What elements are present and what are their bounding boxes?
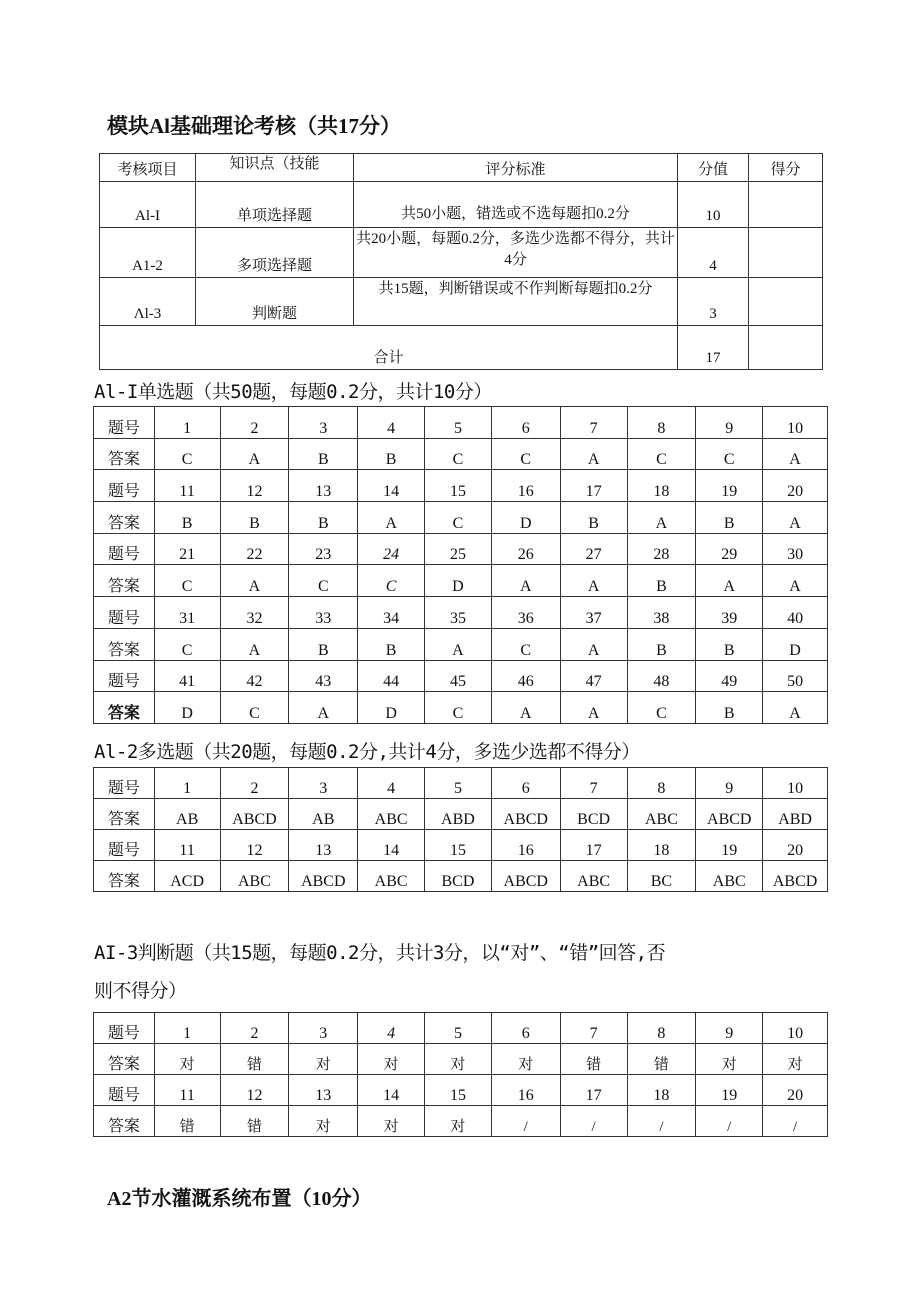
question-number-cell: 13 bbox=[289, 1075, 358, 1106]
total-label: 合计 bbox=[100, 326, 678, 370]
question-number-cell: 43 bbox=[289, 660, 358, 692]
question-number-cell: 21 bbox=[154, 533, 220, 565]
question-number-cell: 4 bbox=[358, 768, 425, 799]
answer-cell: B bbox=[627, 628, 696, 660]
answer-cell: A bbox=[763, 502, 828, 534]
question-number-cell: 46 bbox=[491, 660, 560, 692]
question-number-cell: 10 bbox=[763, 407, 828, 439]
answer-cell: A bbox=[560, 692, 627, 724]
answer-cell: A bbox=[763, 565, 828, 597]
answer-cell: 错 bbox=[560, 1044, 627, 1075]
answer-cell: 错 bbox=[627, 1044, 696, 1075]
question-number-cell: 5 bbox=[425, 407, 492, 439]
answer-cell: 对 bbox=[763, 1044, 828, 1075]
summary-header-row bbox=[100, 154, 823, 182]
question-number-cell: 3 bbox=[289, 768, 358, 799]
answer-cell: A bbox=[425, 628, 492, 660]
answer-row bbox=[94, 692, 828, 724]
question-number-cell: 1 bbox=[154, 768, 220, 799]
answer-cell: 对 bbox=[491, 1044, 560, 1075]
answer-cell: ACD bbox=[154, 861, 220, 892]
score-cell: 4 bbox=[678, 228, 749, 278]
answer-cell: A bbox=[220, 438, 289, 470]
answer-cell: C bbox=[425, 692, 492, 724]
header-score: 分值 bbox=[678, 154, 749, 182]
header-got: 得分 bbox=[749, 154, 823, 182]
question-number-cell: 2 bbox=[220, 1013, 289, 1044]
answer-cell: / bbox=[696, 1106, 763, 1137]
answer-cell: 错 bbox=[220, 1044, 289, 1075]
item-cell: A1-2 bbox=[100, 228, 196, 278]
question-number-cell: 9 bbox=[696, 407, 763, 439]
header-criteria: 评分标准 bbox=[354, 154, 678, 182]
question-number-cell: 4 bbox=[358, 407, 425, 439]
question-number-cell: 17 bbox=[560, 470, 627, 502]
answer-cell: C bbox=[491, 628, 560, 660]
answer-cell: A bbox=[696, 565, 763, 597]
answer-cell: 对 bbox=[425, 1044, 492, 1075]
question-number-cell: 10 bbox=[763, 1013, 828, 1044]
question-number-cell: 2 bbox=[220, 407, 289, 439]
question-number-cell: 32 bbox=[220, 597, 289, 629]
answer-cell: A bbox=[763, 438, 828, 470]
question-number-cell: 19 bbox=[696, 1075, 763, 1106]
question-number-cell: 39 bbox=[696, 597, 763, 629]
question-number-cell: 23 bbox=[289, 533, 358, 565]
row-label-question: 题号 bbox=[94, 830, 155, 861]
criteria-cell: 共50小题，错选或不选每题扣0.2分 bbox=[354, 182, 678, 228]
answer-cell: 对 bbox=[289, 1106, 358, 1137]
question-number-cell: 38 bbox=[627, 597, 696, 629]
row-label-question: 题号 bbox=[94, 768, 155, 799]
summary-row bbox=[100, 182, 823, 228]
answer-cell: B bbox=[696, 692, 763, 724]
question-number-cell: 15 bbox=[425, 1075, 492, 1106]
question-number-cell: 14 bbox=[358, 470, 425, 502]
criteria-cell: 共20小题，每题0.2分，多选少选都不得分，共计4分 bbox=[354, 228, 678, 278]
question-number-row bbox=[94, 597, 828, 629]
answer-cell: 对 bbox=[358, 1106, 425, 1137]
row-label-answer: 答案 bbox=[94, 502, 155, 534]
question-number-cell: 36 bbox=[491, 597, 560, 629]
answer-cell: C bbox=[358, 565, 425, 597]
question-number-cell: 12 bbox=[220, 1075, 289, 1106]
row-label-question: 题号 bbox=[94, 1013, 155, 1044]
answer-cell: C bbox=[154, 438, 220, 470]
row-label-question: 题号 bbox=[94, 407, 155, 439]
answer-cell: B bbox=[358, 628, 425, 660]
summary-total-row bbox=[100, 326, 823, 370]
question-number-cell: 3 bbox=[289, 407, 358, 439]
question-number-cell: 7 bbox=[560, 768, 627, 799]
multi-choice-table bbox=[93, 767, 828, 892]
question-number-cell: 40 bbox=[763, 597, 828, 629]
question-number-cell: 4 bbox=[358, 1013, 425, 1044]
question-number-cell: 42 bbox=[220, 660, 289, 692]
header-item: 考核项目 bbox=[100, 154, 196, 182]
answer-cell: / bbox=[491, 1106, 560, 1137]
point-cell: 判断题 bbox=[196, 278, 354, 326]
got-cell bbox=[749, 228, 823, 278]
question-number-cell: 9 bbox=[696, 768, 763, 799]
multi-choice-title: Al-2多选题（共20题，每题0.2分,共计4分，多选少选都不得分） bbox=[94, 741, 640, 763]
question-number-cell: 9 bbox=[696, 1013, 763, 1044]
answer-cell: A bbox=[358, 502, 425, 534]
question-number-cell: 1 bbox=[154, 407, 220, 439]
question-number-cell: 45 bbox=[425, 660, 492, 692]
score-cell: 10 bbox=[678, 182, 749, 228]
question-number-cell: 7 bbox=[560, 1013, 627, 1044]
answer-cell: B bbox=[289, 438, 358, 470]
row-label-question: 题号 bbox=[94, 470, 155, 502]
answer-cell: A bbox=[220, 565, 289, 597]
row-label-answer: 答案 bbox=[94, 1106, 155, 1137]
row-label-answer: 答案 bbox=[94, 861, 155, 892]
answer-cell: D bbox=[763, 628, 828, 660]
answer-cell: ABC bbox=[358, 799, 425, 830]
answer-cell: C bbox=[289, 565, 358, 597]
answer-cell: ABCD bbox=[220, 799, 289, 830]
answer-cell: C bbox=[425, 502, 492, 534]
question-number-cell: 1 bbox=[154, 1013, 220, 1044]
answer-cell: B bbox=[696, 502, 763, 534]
answer-cell: D bbox=[425, 565, 492, 597]
got-cell bbox=[749, 182, 823, 228]
answer-cell: ABD bbox=[425, 799, 492, 830]
answer-cell: ABC bbox=[627, 799, 696, 830]
answer-cell: 对 bbox=[289, 1044, 358, 1075]
question-number-cell: 30 bbox=[763, 533, 828, 565]
answer-cell: C bbox=[696, 438, 763, 470]
question-number-row bbox=[94, 660, 828, 692]
question-number-cell: 15 bbox=[425, 830, 492, 861]
question-number-cell: 7 bbox=[560, 407, 627, 439]
answer-cell: / bbox=[763, 1106, 828, 1137]
answer-cell: C bbox=[491, 438, 560, 470]
answer-row bbox=[94, 1044, 828, 1075]
answer-cell: B bbox=[560, 502, 627, 534]
answer-cell: A bbox=[560, 628, 627, 660]
answer-cell: BC bbox=[627, 861, 696, 892]
answer-cell: A bbox=[560, 438, 627, 470]
question-number-cell: 27 bbox=[560, 533, 627, 565]
answer-row bbox=[94, 565, 828, 597]
answer-cell: 对 bbox=[696, 1044, 763, 1075]
question-number-cell: 19 bbox=[696, 830, 763, 861]
judgement-title-line1: AI-3判断题（共15题，每题0.2分，共计3分，以“对”、“错”回答,否 bbox=[94, 942, 666, 964]
question-number-cell: 14 bbox=[358, 830, 425, 861]
answer-row bbox=[94, 1106, 828, 1137]
answer-cell: B bbox=[696, 628, 763, 660]
question-number-cell: 8 bbox=[627, 1013, 696, 1044]
row-label-question: 题号 bbox=[94, 660, 155, 692]
answer-row bbox=[94, 502, 828, 534]
total-score: 17 bbox=[678, 326, 749, 370]
question-number-cell: 29 bbox=[696, 533, 763, 565]
answer-cell: 错 bbox=[154, 1106, 220, 1137]
answer-cell: ABD bbox=[763, 799, 828, 830]
question-number-row bbox=[94, 1013, 828, 1044]
question-number-cell: 11 bbox=[154, 1075, 220, 1106]
question-number-cell: 41 bbox=[154, 660, 220, 692]
answer-cell: C bbox=[154, 628, 220, 660]
question-number-cell: 15 bbox=[425, 470, 492, 502]
question-number-row bbox=[94, 470, 828, 502]
question-number-cell: 13 bbox=[289, 830, 358, 861]
answer-cell: A bbox=[560, 565, 627, 597]
question-number-row bbox=[94, 1075, 828, 1106]
question-number-cell: 18 bbox=[627, 1075, 696, 1106]
question-number-cell: 18 bbox=[627, 830, 696, 861]
answer-row bbox=[94, 628, 828, 660]
score-cell: 3 bbox=[678, 278, 749, 326]
row-label-answer: 答案 bbox=[94, 565, 155, 597]
answer-cell: A bbox=[289, 692, 358, 724]
question-number-cell: 16 bbox=[491, 470, 560, 502]
answer-cell: A bbox=[491, 565, 560, 597]
question-number-cell: 34 bbox=[358, 597, 425, 629]
question-number-cell: 2 bbox=[220, 768, 289, 799]
question-number-cell: 22 bbox=[220, 533, 289, 565]
row-label-question: 题号 bbox=[94, 1075, 155, 1106]
judgement-title-line2: 则不得分） bbox=[94, 980, 187, 1002]
answer-cell: A bbox=[220, 628, 289, 660]
row-label-question: 题号 bbox=[94, 597, 155, 629]
question-number-cell: 12 bbox=[220, 470, 289, 502]
question-number-cell: 24 bbox=[358, 533, 425, 565]
question-number-cell: 50 bbox=[763, 660, 828, 692]
answer-cell: / bbox=[627, 1106, 696, 1137]
header-point: 知识点（技能 bbox=[196, 154, 354, 182]
row-label-answer: 答案 bbox=[94, 1044, 155, 1075]
answer-cell: AB bbox=[154, 799, 220, 830]
row-label-answer: 答案 bbox=[94, 692, 155, 724]
question-number-cell: 31 bbox=[154, 597, 220, 629]
item-cell: Λl-3 bbox=[100, 278, 196, 326]
next-section-title: A2节水灌溉系统布置（10分） bbox=[107, 1188, 372, 1210]
row-label-answer: 答案 bbox=[94, 438, 155, 470]
question-number-cell: 16 bbox=[491, 1075, 560, 1106]
item-cell: Al-I bbox=[100, 182, 196, 228]
question-number-cell: 37 bbox=[560, 597, 627, 629]
answer-row bbox=[94, 799, 828, 830]
question-number-row bbox=[94, 407, 828, 439]
question-number-cell: 11 bbox=[154, 830, 220, 861]
answer-cell: ABCD bbox=[491, 799, 560, 830]
question-number-cell: 20 bbox=[763, 1075, 828, 1106]
answer-cell: A bbox=[491, 692, 560, 724]
question-number-cell: 6 bbox=[491, 1013, 560, 1044]
row-label-answer: 答案 bbox=[94, 628, 155, 660]
question-number-cell: 11 bbox=[154, 470, 220, 502]
question-number-cell: 8 bbox=[627, 407, 696, 439]
question-number-row bbox=[94, 533, 828, 565]
question-number-cell: 28 bbox=[627, 533, 696, 565]
answer-cell: 对 bbox=[358, 1044, 425, 1075]
answer-cell: C bbox=[627, 438, 696, 470]
question-number-cell: 6 bbox=[491, 407, 560, 439]
question-number-cell: 17 bbox=[560, 830, 627, 861]
answer-cell: B bbox=[220, 502, 289, 534]
question-number-cell: 49 bbox=[696, 660, 763, 692]
summary-table bbox=[99, 153, 823, 370]
answer-cell: D bbox=[358, 692, 425, 724]
answer-cell: ABC bbox=[220, 861, 289, 892]
question-number-cell: 26 bbox=[491, 533, 560, 565]
total-got bbox=[749, 326, 823, 370]
got-cell bbox=[749, 278, 823, 326]
point-cell: 单项选择题 bbox=[196, 182, 354, 228]
answer-row bbox=[94, 438, 828, 470]
question-number-cell: 14 bbox=[358, 1075, 425, 1106]
answer-cell: D bbox=[154, 692, 220, 724]
question-number-row bbox=[94, 830, 828, 861]
question-number-cell: 48 bbox=[627, 660, 696, 692]
single-choice-title: Al-I单选题（共50题，每题0.2分，共计10分） bbox=[94, 381, 492, 403]
answer-cell: B bbox=[154, 502, 220, 534]
judgement-table bbox=[93, 1012, 828, 1137]
question-number-cell: 19 bbox=[696, 470, 763, 502]
answer-cell: A bbox=[627, 502, 696, 534]
summary-row bbox=[100, 278, 823, 326]
answer-cell: C bbox=[220, 692, 289, 724]
module-title: 模块Al基础理论考核（共17分） bbox=[107, 114, 401, 138]
question-number-row bbox=[94, 768, 828, 799]
answer-cell: ABC bbox=[358, 861, 425, 892]
answer-cell: BCD bbox=[425, 861, 492, 892]
question-number-cell: 33 bbox=[289, 597, 358, 629]
answer-cell: B bbox=[289, 502, 358, 534]
answer-cell: 对 bbox=[154, 1044, 220, 1075]
question-number-cell: 10 bbox=[763, 768, 828, 799]
criteria-cell: 共15题，判断错误或不作判断每题扣0.2分 bbox=[354, 278, 678, 326]
question-number-cell: 8 bbox=[627, 768, 696, 799]
question-number-cell: 5 bbox=[425, 1013, 492, 1044]
answer-cell: ABCD bbox=[763, 861, 828, 892]
question-number-cell: 6 bbox=[491, 768, 560, 799]
summary-row bbox=[100, 228, 823, 278]
answer-cell: ABC bbox=[696, 861, 763, 892]
answer-cell: C bbox=[425, 438, 492, 470]
question-number-cell: 18 bbox=[627, 470, 696, 502]
answer-cell: A bbox=[763, 692, 828, 724]
question-number-cell: 5 bbox=[425, 768, 492, 799]
answer-cell: C bbox=[154, 565, 220, 597]
answer-cell: 错 bbox=[220, 1106, 289, 1137]
point-cell: 多项选择题 bbox=[196, 228, 354, 278]
answer-cell: BCD bbox=[560, 799, 627, 830]
question-number-cell: 12 bbox=[220, 830, 289, 861]
question-number-cell: 17 bbox=[560, 1075, 627, 1106]
question-number-cell: 3 bbox=[289, 1013, 358, 1044]
answer-cell: / bbox=[560, 1106, 627, 1137]
answer-row bbox=[94, 861, 828, 892]
answer-cell: ABCD bbox=[491, 861, 560, 892]
single-choice-table bbox=[93, 406, 828, 724]
answer-cell: B bbox=[358, 438, 425, 470]
row-label-answer: 答案 bbox=[94, 799, 155, 830]
question-number-cell: 47 bbox=[560, 660, 627, 692]
question-number-cell: 20 bbox=[763, 830, 828, 861]
answer-cell: B bbox=[627, 565, 696, 597]
question-number-cell: 16 bbox=[491, 830, 560, 861]
answer-cell: ABCD bbox=[289, 861, 358, 892]
answer-cell: 对 bbox=[425, 1106, 492, 1137]
answer-cell: ABC bbox=[560, 861, 627, 892]
question-number-cell: 35 bbox=[425, 597, 492, 629]
question-number-cell: 25 bbox=[425, 533, 492, 565]
question-number-cell: 13 bbox=[289, 470, 358, 502]
answer-cell: ABCD bbox=[696, 799, 763, 830]
question-number-cell: 44 bbox=[358, 660, 425, 692]
answer-cell: AB bbox=[289, 799, 358, 830]
row-label-question: 题号 bbox=[94, 533, 155, 565]
answer-cell: D bbox=[491, 502, 560, 534]
answer-cell: B bbox=[289, 628, 358, 660]
answer-cell: C bbox=[627, 692, 696, 724]
question-number-cell: 20 bbox=[763, 470, 828, 502]
